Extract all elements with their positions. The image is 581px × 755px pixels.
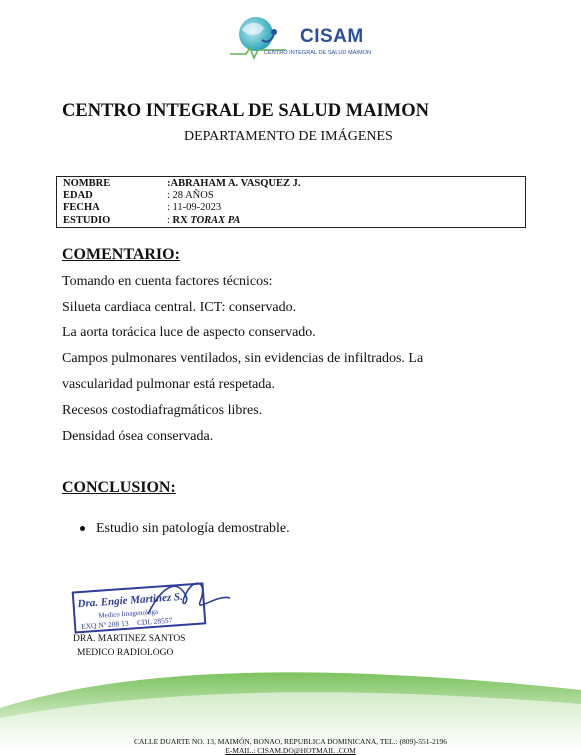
conclusion-item: Estudio sin patología demostrable. xyxy=(96,521,290,536)
age-label: EDAD xyxy=(63,190,93,201)
comment-line: La aorta torácica luce de aspecto conservado. xyxy=(62,325,316,340)
age-value: : 28 AÑOS xyxy=(167,190,214,201)
study-value-view: TORAX PA xyxy=(190,215,241,226)
bullet-icon xyxy=(80,526,85,531)
date-label: FECHA xyxy=(63,202,100,213)
stamp-role: Medico Imagenologa xyxy=(98,607,159,620)
footer-address: CALLE DUARTE NO. 13, MAIMÓN, BONAO, REPUBLICA DOMINICANA, TEL.: (809)-551-2196 xyxy=(134,737,447,746)
stamp-colegio: CDL 28557 xyxy=(136,615,173,628)
logo-name: CISAM xyxy=(300,26,364,47)
name-value: :ABRAHAM A. VASQUEZ J. xyxy=(167,178,301,189)
cisam-logo xyxy=(222,10,372,62)
signature-name: DRA. MARTINEZ SANTOS xyxy=(73,634,186,644)
conclusion-heading: CONCLUSION: xyxy=(62,479,176,496)
footer-email[interactable]: E-MAIL.: CISAM.DO@HOTMAIL .COM xyxy=(225,746,356,755)
signature-title: MEDICO RADIOLOGO xyxy=(77,648,174,658)
comment-line: Densidad ósea conservada. xyxy=(62,429,214,444)
stamp-name: Dra. Engie Martinez S. xyxy=(77,590,184,611)
study-label: ESTUDIO xyxy=(63,215,111,226)
study-value-prefix: : xyxy=(167,215,173,226)
comment-line: Silueta cardiaca central. ICT: conservado. xyxy=(62,300,297,315)
comment-line: Campos pulmonares ventilados, sin evidencias de infiltrados. La xyxy=(62,351,424,366)
comentario-heading: COMENTARIO: xyxy=(62,246,180,263)
study-value xyxy=(167,215,240,227)
department-title: DEPARTAMENTO DE IMÁGENES xyxy=(184,129,393,144)
page-title: CENTRO INTEGRAL DE SALUD MAIMON xyxy=(62,101,429,121)
logo-tagline: CENTRO INTEGRAL DE SALUD MAIMON xyxy=(264,50,372,56)
patient-info-box xyxy=(56,176,526,228)
stamp-exequatur: EXQ Nº 208 13 xyxy=(80,618,129,631)
study-value-type: RX xyxy=(172,215,188,226)
doctor-stamp xyxy=(68,574,238,640)
name-label: NOMBRE xyxy=(63,178,111,189)
comment-line: Tomando en cuenta factores técnicos: xyxy=(62,274,273,289)
comment-line: Recesos costodiafragmáticos libres. xyxy=(62,403,263,418)
date-value: : 11-09-2023 xyxy=(167,202,222,213)
comment-line: vascularidad pulmonar está respetada. xyxy=(62,377,276,392)
